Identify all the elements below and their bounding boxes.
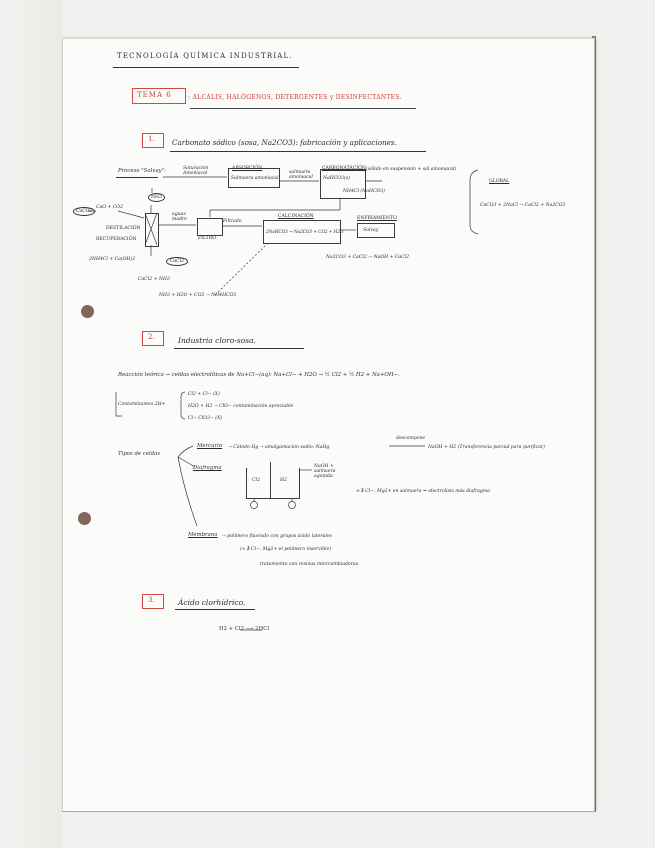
- enfriamiento-sub: Solvay: [363, 228, 379, 233]
- page-title: TECNOLOGÍA QUÍMICA INDUSTRIAL.: [117, 52, 293, 60]
- section3-title: Ácido clorhídrico.: [178, 598, 246, 607]
- contaminantes-label: Contaminantes 2H+: [118, 402, 166, 407]
- cao-label: CaO + CO2: [96, 205, 123, 210]
- cell-label-cl2: Cl2: [252, 478, 260, 483]
- salmuera-label: salmuera amoniacal: [289, 170, 313, 180]
- tema-subtitle: : ALCÁLIS, HALÓGENOS, DETERGENTES y DESINFECTANTES.: [188, 94, 402, 101]
- section2-title: Industria cloro-sosa.: [178, 336, 256, 345]
- diafragma-label: Diafragma: [193, 465, 222, 471]
- cell-note: NaOH + salmuera agotada: [314, 464, 336, 479]
- brace-item-2: H2O + H2 → ClO− contaminación apreciable: [188, 404, 294, 409]
- destilacion-label: DESTILACIÓN: [106, 226, 141, 231]
- descompone-label: descompone: [396, 436, 426, 441]
- saturacion-label: Saturación Amoniacal: [183, 166, 209, 176]
- cacl2-nh3: CaCl2 + NH3: [138, 277, 170, 282]
- carbonatacion-note: (sólido en suspensión + sal amoniacal): [366, 167, 457, 172]
- carb-formula-1: NaHCO3(s): [323, 176, 350, 181]
- membrana-label: Membrana: [188, 532, 218, 538]
- enfriamiento-title: ENFRIAMIENTO: [357, 216, 397, 221]
- section3-number: 3.: [148, 596, 155, 604]
- membrana-note-2: tratamiento con resinas intercambiadoras.: [260, 562, 360, 567]
- reaccion-line: Reacción teórica → celdas electrolíticas de Na+Cl−(aq): Na+Cl− + H2O → ½ Cl2 + ½ H2 + Na+OH−.: [118, 372, 400, 378]
- diafragma-note: ≈ ∄ Cl−, Mg2+ en salmuera ⇒ electrolisis más diafragma: [356, 489, 490, 494]
- recuperacion-label: RECUPERACIÓN: [96, 237, 137, 242]
- absorcion-sub: Salmuera amoniacal: [231, 176, 279, 181]
- tipos-label: Tipos de celdas: [118, 451, 161, 457]
- section3-equation: H2 + Cl2 ⟶ 2HCl: [219, 626, 270, 632]
- filtro-label: FILTRO: [198, 236, 216, 241]
- membrana-note: (≈ ∄ Cl−, Mg2+ el polímero inservible): [240, 547, 332, 552]
- mercurio-label: Mercurio: [197, 443, 223, 449]
- ca-nh3-equation: 2NH4Cl + Ca(OH)2: [89, 257, 136, 262]
- calcinacion-title: CALCINACIÓN: [278, 214, 314, 219]
- filtrado-label: Filtrado: [223, 219, 242, 224]
- mercurio-result: NaOH + H2 (Transferencia parcial para purificar): [428, 445, 545, 450]
- absorcion-title: ABSORCIÓN: [232, 166, 263, 171]
- mercurio-text: → Cátodo Hg → amalgamación sodio: NaHg: [228, 445, 330, 450]
- aguas-label: aguas madre: [172, 212, 187, 222]
- global-label: GLOBAL: [489, 179, 510, 184]
- cell-label-h2: H2: [280, 478, 287, 483]
- section2-number: 2.: [148, 333, 155, 341]
- caco3-circle: CaCO3: [73, 207, 95, 216]
- brace-item-1: Cl2 + Cl− (X): [188, 392, 220, 397]
- products-equation: Na2CO3 + CaCl2 → NaOH + CaCl2: [326, 255, 410, 260]
- nh3-equation: NH3 + H2O + CO2 → NH4HCO3: [159, 293, 237, 298]
- proceso-label: Proceso "Solvay":: [118, 168, 167, 174]
- calcinacion-formula: 2NaHCO3 → Na2CO3 + CO2 + H2O: [266, 229, 344, 234]
- brace-item-3: Cl− ClO3− (X): [188, 416, 223, 421]
- cacl2-circle: CaCl2: [166, 257, 188, 266]
- global-equation: CaCO3 + 2NaCl → CaCl2 + Na2CO3: [480, 203, 566, 208]
- section1-title: Carbonato sódico (sosa, Na2CO3): fabricación y aplicaciones.: [172, 138, 397, 147]
- tema-label: TEMA 6: [137, 91, 172, 99]
- nh3-circle: NH3: [148, 193, 165, 202]
- membrana-text: → polímero fluorado con grupos ácido laterales: [222, 534, 332, 539]
- section1-number: 1.: [148, 135, 155, 143]
- carbonatacion-title: CARBONATACIÓN: [322, 166, 366, 171]
- carb-formula-2: NH4Cl (NaHCO3): [343, 189, 385, 194]
